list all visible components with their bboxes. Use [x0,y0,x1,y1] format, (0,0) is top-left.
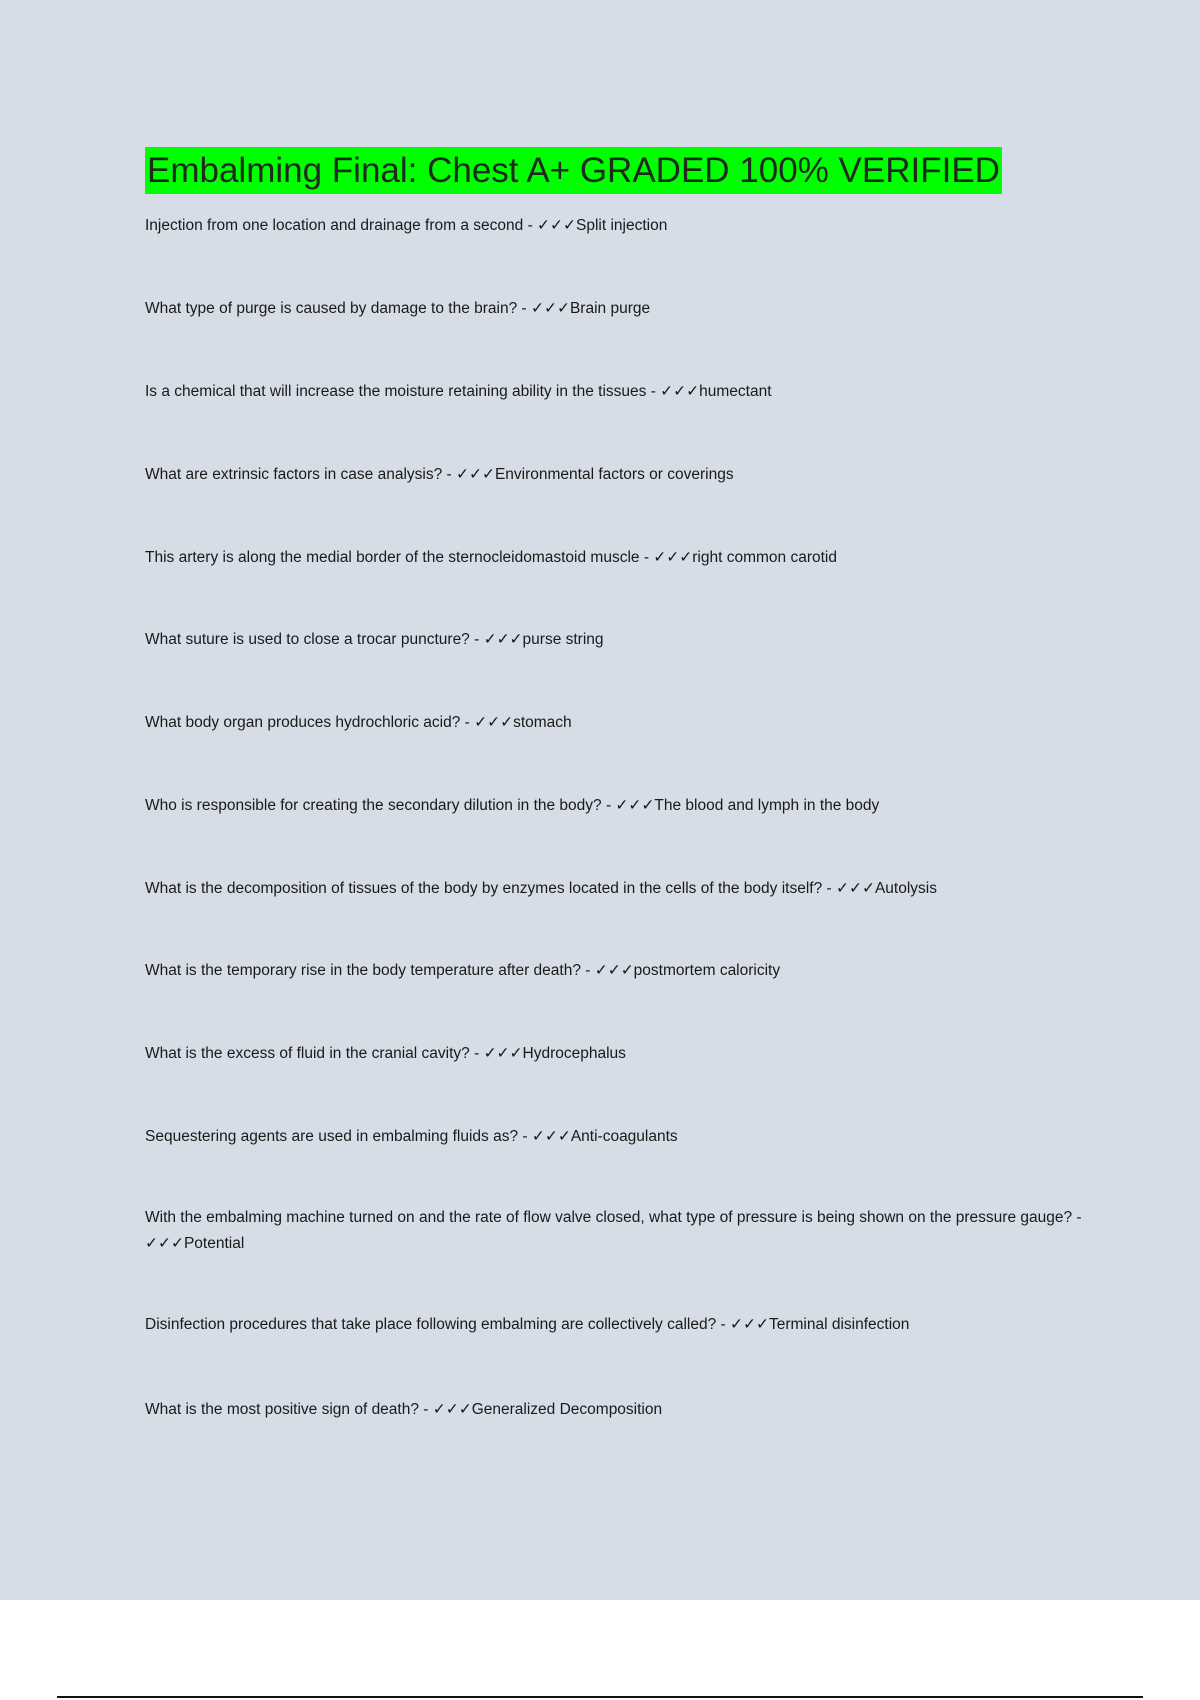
qa-item: This artery is along the medial border of the sternocleidomastoid muscle - ✓✓✓right common carotid [145,549,837,566]
qa-item: Injection from one location and drainage from a second - ✓✓✓Split injection [145,217,668,234]
qa-item: Disinfection procedures that take place following embalming are collectively called? - ✓✓✓Terminal disinfection [145,1316,910,1333]
footer-divider [57,1696,1143,1698]
qa-item: What is the temporary rise in the body temperature after death? - ✓✓✓postmortem caloricity [145,962,781,979]
qa-item: What type of purge is caused by damage to the brain? - ✓✓✓Brain purge [145,300,651,317]
qa-item: What suture is used to close a trocar puncture? - ✓✓✓purse string [145,631,604,648]
qa-item: With the embalming machine turned on and the rate of flow valve closed, what type of pressure is being shown on the pressure gauge? - ✓✓✓Potential [145,1209,1082,1252]
qa-item: Sequestering agents are used in embalming fluids as? - ✓✓✓Anti-coagulants [145,1128,678,1145]
qa-item: What are extrinsic factors in case analysis? - ✓✓✓Environmental factors or coverings [145,466,734,483]
qa-item: What is the excess of fluid in the cranial cavity? - ✓✓✓Hydrocephalus [145,1045,626,1062]
qa-item: Who is responsible for creating the secondary dilution in the body? - ✓✓✓The blood and lymph in the body [145,797,880,814]
qa-item: Is a chemical that will increase the moisture retaining ability in the tissues - ✓✓✓humectant [145,383,772,400]
qa-item: What is the decomposition of tissues of the body by enzymes located in the cells of the body itself? - ✓✓✓Autolysis [145,880,937,897]
qa-item: What body organ produces hydrochloric acid? - ✓✓✓stomach [145,714,572,731]
qa-item: What is the most positive sign of death? - ✓✓✓Generalized Decomposition [145,1401,663,1418]
document-title: Embalming Final: Chest A+ GRADED 100% VERIFIED [145,147,1002,194]
